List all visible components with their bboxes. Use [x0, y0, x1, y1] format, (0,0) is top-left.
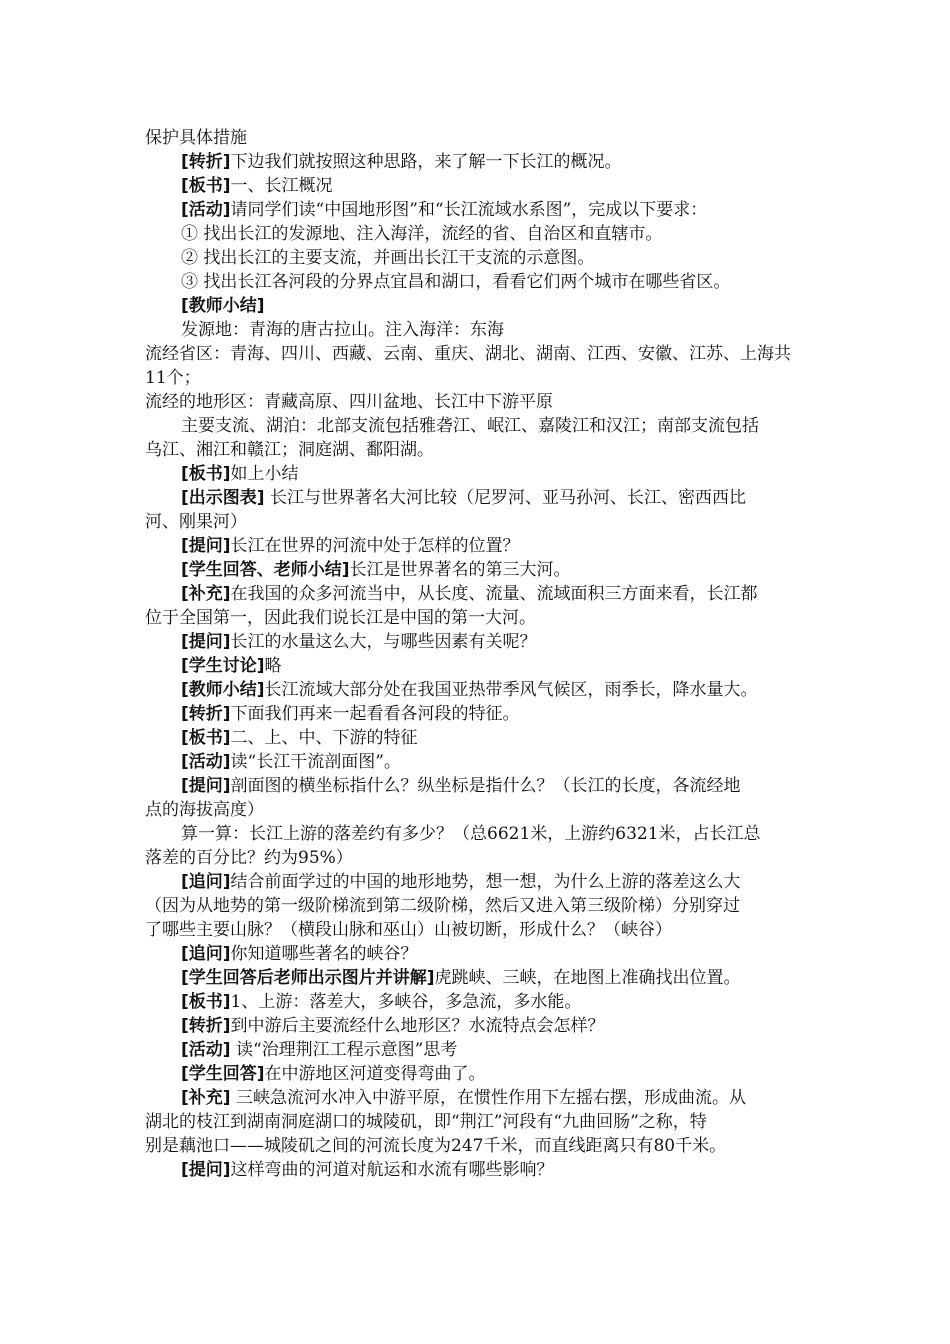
text-line [145, 246, 825, 270]
line-text: 在我国的众多河流当中，从长度、流量、流域面积三方面来看，长江都 [230, 584, 758, 604]
line-text: （因为从地势的第一级阶梯流到第二级阶梯，然后又进入第三级阶梯）分别穿过 [145, 896, 740, 916]
text-line [145, 1134, 825, 1158]
text-line [145, 1014, 825, 1038]
section-tag: [学生回答后老师出示图片并讲解] [181, 968, 435, 988]
section-tag: [补充] [181, 1088, 231, 1108]
text-line [145, 414, 825, 438]
line-text: 长江与世界著名大河比较（尼罗河、亚马孙河、长江、密西西比 [264, 488, 746, 508]
section-tag: [追问] [181, 872, 231, 892]
line-text: 11个； [145, 368, 201, 388]
text-line [145, 1158, 825, 1182]
section-tag: [板书] [181, 464, 231, 484]
line-text: 读“长江干流剖面图”。 [230, 752, 401, 772]
text-line [145, 750, 825, 774]
section-tag: [活动] [181, 1040, 231, 1060]
line-text: 发源地：青海的唐古拉山。注入海洋：东海 [181, 320, 504, 340]
section-tag: [转折] [181, 704, 231, 724]
text-line [145, 1062, 825, 1086]
line-text: 三峡急流河水冲入中游平原，在惯性作用下左摇右摆，形成曲流。从 [230, 1088, 746, 1108]
line-text: 读“治理荆江工程示意图”思考 [230, 1040, 458, 1060]
line-text: 一、长江概况 [230, 176, 333, 196]
line-text: 请同学们读“中国地形图”和“长江流域水系图”，完成以下要求： [230, 200, 708, 220]
text-line [145, 270, 825, 294]
text-line [145, 390, 825, 414]
line-text: 保护具体措施 [145, 128, 247, 148]
line-text: 算一算：长江上游的落差约有多少？（总6621米，上游约6321米，占长江总 [181, 824, 761, 844]
section-tag: [活动] [181, 752, 231, 772]
section-tag: [转折] [181, 152, 231, 172]
section-tag: [板书] [181, 992, 231, 1012]
text-line [145, 534, 825, 558]
text-line [145, 1038, 825, 1062]
line-text: 了哪些主要山脉？（横段山脉和巫山）山被切断，形成什么？（峡谷） [145, 920, 672, 940]
text-line [145, 198, 825, 222]
line-text: 二、上、中、下游的特征 [230, 728, 418, 748]
line-text: ② 找出长江的主要支流，并画出长江干支流的示意图。 [181, 248, 595, 268]
line-text: 下面我们再来一起看看各河段的特征。 [230, 704, 520, 724]
text-line [145, 606, 825, 630]
line-text: 位于全国第一，因此我们说长江是中国的第一大河。 [145, 608, 536, 628]
section-tag: [学生回答、老师小结] [181, 560, 350, 580]
line-text: ③ 找出长江各河段的分界点宜昌和湖口，看看它们两个城市在哪些省区。 [181, 272, 731, 292]
section-tag: [活动] [181, 200, 231, 220]
text-line [145, 174, 825, 198]
line-text: 流经的地形区：青藏高原、四川盆地、长江中下游平原 [145, 392, 553, 412]
text-line [145, 942, 825, 966]
text-line [145, 558, 825, 582]
section-tag: [追问] [181, 944, 231, 964]
text-line [145, 294, 825, 318]
text-line [145, 894, 825, 918]
line-text: 到中游后主要流经什么地形区？水流特点会怎样？ [230, 1016, 605, 1036]
section-tag: [教师小结] [181, 680, 265, 700]
text-line [145, 318, 825, 342]
text-line [145, 366, 825, 390]
text-line [145, 774, 825, 798]
text-line [145, 990, 825, 1014]
text-line [145, 438, 825, 462]
text-line [145, 486, 825, 510]
line-text: ① 找出长江的发源地、注入海洋，流经的省、自治区和直辖市。 [181, 224, 663, 244]
section-tag: [提问] [181, 632, 231, 652]
line-text: 流经省区：青海、四川、西藏、云南、重庆、湖北、湖南、江西、安徽、江苏、上海共 [145, 344, 791, 364]
line-text: 如上小结 [230, 464, 299, 484]
line-text: 长江的水量这么大，与哪些因素有关呢？ [230, 632, 537, 652]
section-tag: [学生讨论] [181, 656, 265, 676]
section-tag: [板书] [181, 176, 231, 196]
section-tag: [出示图表] [181, 488, 265, 508]
section-tag: [学生回答] [181, 1064, 265, 1084]
text-line [145, 726, 825, 750]
line-text: 这样弯曲的河道对航运和水流有哪些影响？ [230, 1160, 554, 1180]
line-text: 落差的百分比？约为95%） [145, 848, 353, 868]
line-text: 湖北的枝江到湖南洞庭湖口的城陵矶，即“荆江”河段有“九曲回肠”之称，特 [145, 1112, 707, 1132]
line-text: 长江在世界的河流中处于怎样的位置？ [230, 536, 520, 556]
text-line [145, 222, 825, 246]
line-text: 长江流域大部分处在我国亚热带季风气候区，雨季长，降水量大。 [264, 680, 758, 700]
section-tag: [板书] [181, 728, 231, 748]
line-text: 1、上游：落差大，多峡谷，多急流，多水能。 [230, 992, 582, 1012]
text-line [145, 918, 825, 942]
text-line [145, 654, 825, 678]
text-line [145, 462, 825, 486]
text-line [145, 846, 825, 870]
line-text: 略 [264, 656, 282, 676]
section-tag: [补充] [181, 584, 231, 604]
line-text: 主要支流、湖泊：北部支流包括雅砻江、岷江、嘉陵江和汉江；南部支流包括 [181, 416, 759, 436]
section-tag: [提问] [181, 776, 231, 796]
text-line [145, 630, 825, 654]
section-tag: [提问] [181, 536, 231, 556]
text-line [145, 966, 825, 990]
line-text: 下边我们就按照这种思路，来了解一下长江的概况。 [230, 152, 622, 172]
text-line [145, 1086, 825, 1110]
text-line [145, 342, 825, 366]
text-line [145, 150, 825, 174]
text-line [145, 1110, 825, 1134]
line-text: 点的海拔高度） [145, 800, 264, 820]
line-text: 河、刚果河） [145, 512, 247, 532]
line-text: 乌江、湘江和赣江；洞庭湖、鄱阳湖。 [145, 440, 434, 460]
section-tag: [教师小结] [181, 296, 265, 316]
line-text: 别是藕池口——城陵矶之间的河流长度为247千米，而直线距离只有80千米。 [145, 1136, 727, 1156]
line-text: 结合前面学过的中国的地形地势，想一想，为什么上游的落差这么大 [230, 872, 741, 892]
text-line [145, 678, 825, 702]
line-text: 剖面图的横坐标指什么？纵坐标是指什么？（长江的长度，各流经地 [230, 776, 741, 796]
line-text: 在中游地区河道变得弯曲了。 [264, 1064, 486, 1084]
section-tag: [转折] [181, 1016, 231, 1036]
line-text: 虎跳峡、三峡，在地图上准确找出位置。 [434, 968, 741, 988]
text-line [145, 510, 825, 534]
text-line [145, 126, 825, 150]
text-line [145, 702, 825, 726]
text-line [145, 870, 825, 894]
text-line [145, 822, 825, 846]
section-tag: [提问] [181, 1160, 231, 1180]
line-text: 你知道哪些著名的峡谷？ [230, 944, 418, 964]
text-line [145, 582, 825, 606]
text-line [145, 798, 825, 822]
line-text: 长江是世界著名的第三大河。 [349, 560, 571, 580]
document-page [145, 126, 825, 1182]
